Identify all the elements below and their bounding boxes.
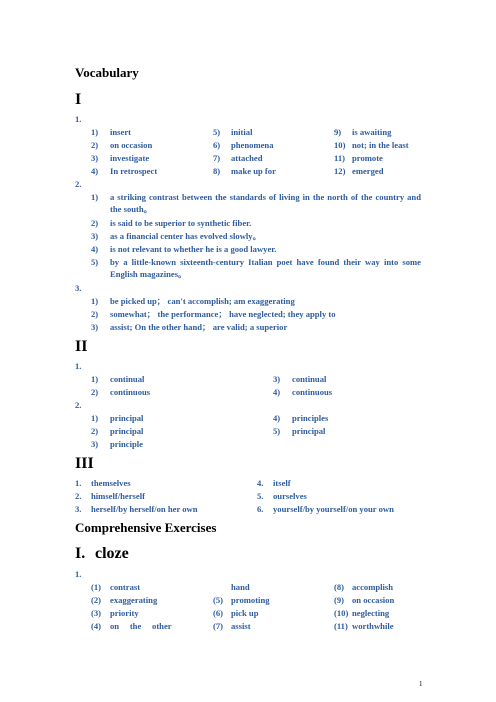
- item-number: 3): [91, 231, 99, 241]
- sentence-answer: be picked up； can't accomplish; am exaggerating: [110, 296, 295, 306]
- item-text: continuous: [110, 387, 151, 397]
- item-text: themselves: [91, 478, 131, 488]
- item-number: 2): [91, 426, 99, 436]
- item-number: 1): [91, 413, 99, 423]
- section-ii-heading: II: [75, 338, 88, 355]
- item-number: 2): [91, 387, 99, 397]
- item-number: 3.: [75, 504, 82, 514]
- item-text: insert: [110, 127, 132, 137]
- item-number: (2): [91, 595, 102, 605]
- item-number: 3): [91, 322, 99, 332]
- section-ii-part1-label: 1.: [75, 361, 82, 371]
- item-text: worthwhile: [352, 621, 394, 631]
- item-number: 3): [91, 439, 99, 449]
- section-i-part3-label: 3.: [75, 283, 82, 293]
- item-number: 1): [91, 296, 99, 306]
- item-number: 2): [91, 140, 99, 150]
- sentence-answer: somewhat； the performance； have neglected; they apply to: [110, 309, 336, 319]
- item-text: on occasion: [110, 140, 153, 150]
- item-number: 5.: [257, 491, 264, 501]
- item-text: In retrospect: [110, 166, 158, 176]
- item-text: attached: [231, 153, 263, 163]
- item-number: (11): [334, 621, 348, 631]
- section-i-heading: I: [75, 91, 82, 108]
- item-number: 4): [91, 166, 99, 176]
- item-text: principal: [292, 426, 326, 436]
- comprehensive-heading: Comprehensive Exercises: [75, 520, 217, 535]
- sentence-answer: assist; On the other hand； are valid; a superior: [110, 322, 288, 332]
- item-text: investigate: [110, 153, 150, 163]
- section-ii-part2-label: 2.: [75, 400, 82, 410]
- item-text: principal: [110, 413, 144, 423]
- item-text: continual: [292, 374, 327, 384]
- item-number: 4): [273, 413, 281, 423]
- item-text: principal: [110, 426, 144, 436]
- item-text: initial: [231, 127, 253, 137]
- item-text: neglecting: [352, 608, 390, 618]
- item-text: principle: [110, 439, 143, 449]
- item-number: 3): [273, 374, 281, 384]
- vocabulary-heading: Vocabulary: [75, 65, 139, 80]
- item-text: continual: [110, 374, 145, 384]
- item-text: assist: [231, 621, 251, 631]
- item-number: 1): [91, 192, 99, 202]
- cloze-part1-label: 1.: [75, 569, 82, 579]
- item-text: on occasion: [352, 595, 395, 605]
- page-number: 1: [419, 680, 423, 688]
- sentence-answer: as a financial center has evolved slowly。: [110, 231, 262, 241]
- item-number: 3): [91, 153, 99, 163]
- item-number: (3): [91, 608, 102, 618]
- item-number: 8): [213, 166, 221, 176]
- sentence-answer: is said to be superior to synthetic fiber.: [110, 218, 252, 228]
- sentence-answer: is not relevant to whether he is a good lawyer.: [110, 244, 277, 254]
- item-number: 12): [334, 166, 346, 176]
- item-text: exaggerating: [110, 595, 158, 605]
- item-text: himself/herself: [91, 491, 145, 501]
- item-number: (4): [91, 621, 102, 631]
- item-number: (8): [334, 582, 345, 592]
- item-text: hand: [231, 582, 250, 592]
- cloze-heading: cloze: [95, 545, 129, 562]
- sentence-answer: by a little-known sixteenth-century Italian poet have found their way into some English magazines。: [110, 257, 421, 279]
- item-text: priority: [110, 608, 139, 618]
- item-text: contrast: [110, 582, 141, 592]
- item-number: 2): [91, 309, 99, 319]
- item-number: (7): [213, 621, 224, 631]
- item-text: ourselves: [273, 491, 307, 501]
- item-number: 9): [334, 127, 342, 137]
- item-number: 1): [91, 374, 99, 384]
- item-text: herself/by herself/on her own: [91, 504, 198, 514]
- item-number: (6): [213, 608, 224, 618]
- item-text: itself: [273, 478, 291, 488]
- cloze-roman: I.: [75, 545, 86, 562]
- item-text: make up for: [231, 166, 276, 176]
- item-number: 1.: [75, 478, 82, 488]
- item-text: promote: [352, 153, 383, 163]
- item-number: 10): [334, 140, 346, 150]
- item-text: yourself/by yourself/on your own: [273, 504, 394, 514]
- item-number: 5): [91, 257, 99, 267]
- item-number: 1): [91, 127, 99, 137]
- item-number: 6): [213, 140, 221, 150]
- item-number: 5): [213, 127, 221, 137]
- item-number: 5): [273, 426, 281, 436]
- item-text: emerged: [352, 166, 384, 176]
- item-text: principles: [292, 413, 329, 423]
- item-number: 4.: [257, 478, 264, 488]
- section-iii-heading: III: [75, 455, 94, 472]
- section-i-part1-label: 1.: [75, 114, 82, 124]
- item-number: 7): [213, 153, 221, 163]
- item-text: is awaiting: [352, 127, 392, 137]
- item-number: 11): [334, 153, 345, 163]
- item-text: pick up: [231, 608, 259, 618]
- item-number: 2): [91, 218, 99, 228]
- item-number: 2.: [75, 491, 82, 501]
- item-text: accomplish: [352, 582, 394, 592]
- item-number: 6.: [257, 504, 264, 514]
- section-i-part2-label: 2.: [75, 179, 82, 189]
- sentence-answer: a striking contrast between the standards of living in the north of the country and the south。: [110, 192, 421, 214]
- item-text: on the other: [110, 621, 172, 631]
- item-text: not; in the least: [352, 140, 409, 150]
- item-number: (9): [334, 595, 345, 605]
- item-text: promoting: [231, 595, 270, 605]
- item-text: phenomena: [231, 140, 274, 150]
- item-number: 4): [273, 387, 281, 397]
- item-number: 4): [91, 244, 99, 254]
- item-number: (10): [334, 608, 349, 618]
- item-number: (5): [213, 595, 224, 605]
- item-text: continuous: [292, 387, 333, 397]
- item-number: (1): [91, 582, 102, 592]
